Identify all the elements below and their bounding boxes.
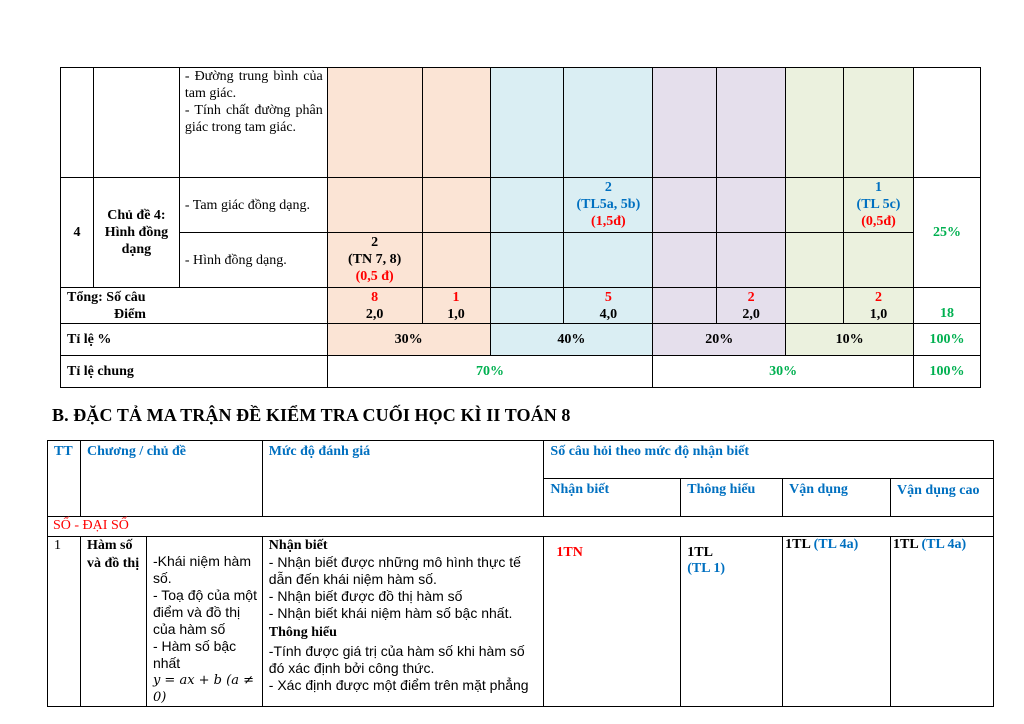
total-row: Tổng: Số câu Điểm 8 2,0 1 1,0 5 4,0 2 2,0 2 1,0 18 xyxy=(61,288,981,324)
topic-number: 4 xyxy=(61,178,94,288)
section-row: SỐ - ĐẠI SỐ xyxy=(48,517,994,537)
table-row xyxy=(61,68,981,178)
section-heading: B. ĐẶC TẢ MA TRẬN ĐỀ KIỂM TRA CUỐI HỌC KÌ II TOÁN 8 xyxy=(52,405,571,425)
table-row: - Hình đồng dạng. 2 (TN 7, 8) (0,5 đ) xyxy=(61,233,981,288)
topic-name: Chủ đề 4: Hình đồng dạng xyxy=(93,178,179,288)
header-tt: TT xyxy=(48,441,81,517)
matrix-table xyxy=(60,67,981,388)
table-header-row: Nhận biết Thông hiểu Vận dụng Vận dụng cao xyxy=(48,479,994,517)
lesson-description: - Hình đồng dạng. xyxy=(179,233,327,288)
ratio-common-row: Tỉ lệ chung 70% 30% 100% xyxy=(61,356,981,388)
header-level: Mức độ đánh giá xyxy=(262,441,544,517)
lesson-description: - Đường trung bình của tam giác. - Tính chất đường phân giác trong tam giác. xyxy=(179,68,327,178)
ratio-row: Tỉ lệ % 30% 40% 20% 10% 100% xyxy=(61,324,981,356)
specification-table xyxy=(47,440,994,707)
lesson-description: - Tam giác đồng dạng. xyxy=(179,178,327,233)
header-chapter: Chương / chủ đề xyxy=(80,441,262,517)
table-row: 1 Hàm số và đồ thị -Khái niệm hàm số. - Toạ độ của một điểm và đồ thị của hàm số - Hàm số bậc nhất y = ax + b (a ≠ 0) Nhận biết - Nhận biết được những mô hình thực tế dẫn đến khái niệm hàm số. - Nhận biết được đồ thị hàm số - Nhận biết khái niệm hàm số bậc nhất. Thông hiểu -Tính được giá trị của hàm số khi hàm số đó xác định bởi công thức. - Xác định được một điểm trên mặt phẳng 1TN 1TL (TL 1) 1TL (TL 4a) 1TL (TL 4a) xyxy=(48,537,994,707)
header-count: Số câu hỏi theo mức độ nhận biết xyxy=(544,441,994,479)
table-row: 4 Chủ đề 4: Hình đồng dạng - Tam giác đồng dạng. 2 (TL5a, 5b) (1,5đ) 1 (TL 5c) (0,5đ) 25% xyxy=(61,178,981,233)
topic-percent: 25% xyxy=(913,178,980,288)
table-header-row xyxy=(48,441,994,479)
